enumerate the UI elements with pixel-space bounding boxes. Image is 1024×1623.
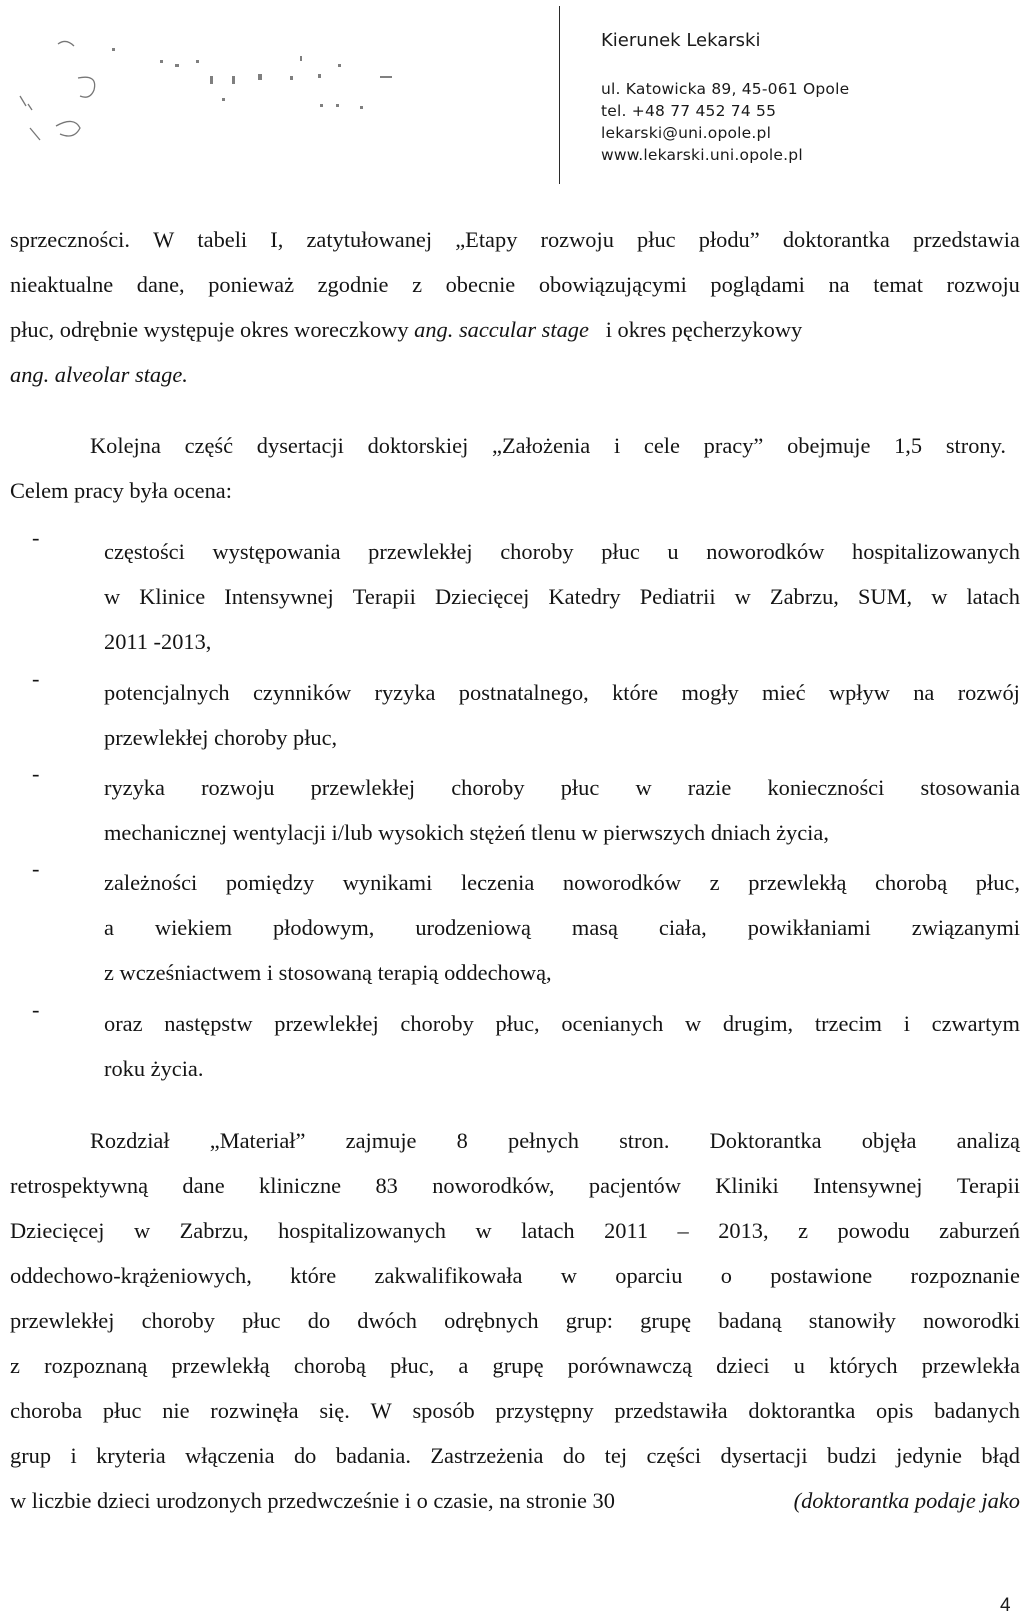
word: wiekiem xyxy=(154,915,233,940)
word: rozpoznanie xyxy=(910,1263,1020,1288)
word: ryzyka xyxy=(104,775,165,800)
word: 2011 xyxy=(604,1218,649,1243)
word: dzieci xyxy=(716,1353,770,1378)
page-number: 4 xyxy=(1000,1595,1011,1616)
word: zakwalifikowała xyxy=(374,1263,523,1288)
word: w xyxy=(734,584,751,609)
word: czynników xyxy=(252,680,352,705)
word: dane, xyxy=(136,272,185,297)
word: w xyxy=(684,1011,702,1036)
word: w xyxy=(475,1218,492,1243)
word: potencjalnych xyxy=(104,680,230,705)
word: pomiędzy xyxy=(225,870,315,895)
word: 2013, xyxy=(718,1218,769,1243)
word: zaburzeń xyxy=(939,1218,1020,1243)
word: drugim, xyxy=(722,1011,794,1036)
word: 8 xyxy=(456,1128,468,1153)
word: płuc, xyxy=(495,1011,540,1036)
word: pełnych xyxy=(508,1128,579,1153)
word: płodowym, xyxy=(272,915,375,940)
word: „Założenia xyxy=(492,433,591,458)
word: poglądami xyxy=(710,272,805,297)
word: w xyxy=(931,584,948,609)
word: urodzeniową xyxy=(415,915,531,940)
word: doktorskiej xyxy=(367,433,469,458)
text-line xyxy=(104,1013,1020,1035)
word: temat xyxy=(873,272,923,297)
word: rozwój xyxy=(957,680,1020,705)
word: postawione xyxy=(770,1263,873,1288)
word: rozwinęła xyxy=(210,1398,299,1423)
text-line xyxy=(90,1130,1020,1152)
word: a xyxy=(458,1353,469,1378)
word: przewlekłej xyxy=(368,539,473,564)
word: badaną xyxy=(718,1308,782,1333)
text-line xyxy=(10,1445,1020,1467)
text-segment: płuc, odrębnie występuje okres woreczkowy xyxy=(10,317,415,342)
word: objęła xyxy=(861,1128,917,1153)
list-dash: - xyxy=(32,856,40,881)
word: przewlekłej xyxy=(10,1308,115,1333)
word: hospitalizowanych xyxy=(278,1218,446,1243)
word: powikłaniami xyxy=(747,915,871,940)
word: w xyxy=(133,1218,151,1243)
text-line xyxy=(90,435,1006,457)
word: chorobą xyxy=(875,870,948,895)
word: związanymi xyxy=(911,915,1020,940)
header-divider xyxy=(559,6,560,184)
word: konieczności xyxy=(767,775,885,800)
word: Zabrzu, xyxy=(179,1218,249,1243)
word: noworodki xyxy=(922,1308,1020,1333)
text-line: przewlekłej choroby płuc, xyxy=(104,725,338,750)
word: nieaktualne xyxy=(10,272,114,297)
word: jedynie xyxy=(896,1443,962,1468)
text-line: mechanicznej wentylacji i/lub wysokich stężeń tlenu w pierwszych dniach życia, xyxy=(104,820,829,845)
word: 83 xyxy=(375,1173,398,1198)
word: mieć xyxy=(762,680,806,705)
website: www.lekarski.uni.opole.pl xyxy=(601,146,803,164)
word: zajmuje xyxy=(345,1128,417,1153)
text-line xyxy=(10,1175,1020,1197)
text-line xyxy=(10,319,802,341)
word: „Materiał” xyxy=(209,1128,306,1153)
faculty-name: Kierunek Lekarski xyxy=(601,30,761,51)
word: płodu” xyxy=(698,227,760,252)
text-line xyxy=(104,917,1020,939)
word: dysertacji xyxy=(256,433,344,458)
word: płuc xyxy=(242,1308,281,1333)
word: na xyxy=(828,272,850,297)
word: grupę xyxy=(640,1308,692,1333)
text-line: roku życia. xyxy=(104,1056,204,1081)
word: choroby xyxy=(451,775,525,800)
word: noworodków xyxy=(562,870,682,895)
word: ciała, xyxy=(658,915,707,940)
word: oddechowo-krążeniowych, xyxy=(10,1263,252,1288)
word: stosowania xyxy=(920,775,1020,800)
word: rozwoju xyxy=(540,227,614,252)
word: następstw xyxy=(164,1011,253,1036)
word: nie xyxy=(162,1398,190,1423)
phone: tel. +48 77 452 74 55 xyxy=(601,102,777,120)
word: czwartym xyxy=(931,1011,1020,1036)
word: a xyxy=(104,915,114,940)
university-logo-faded xyxy=(0,0,420,170)
word: obowiązującymi xyxy=(538,272,687,297)
word: o xyxy=(720,1263,732,1288)
email: lekarski@uni.opole.pl xyxy=(601,124,772,142)
word: grup xyxy=(10,1443,52,1468)
word: oraz xyxy=(104,1011,143,1036)
word: przewlekłą xyxy=(748,870,847,895)
text-line xyxy=(104,586,1020,608)
text-line xyxy=(10,1310,1020,1332)
word: które xyxy=(612,680,659,705)
word: z xyxy=(798,1218,809,1243)
word: ponieważ xyxy=(208,272,295,297)
word: Zabrzu, xyxy=(769,584,839,609)
word: retrospektywną xyxy=(10,1173,149,1198)
word: przystępny xyxy=(495,1398,594,1423)
word: Intensywnej xyxy=(224,584,334,609)
word: hospitalizowanych xyxy=(852,539,1020,564)
word: mogły xyxy=(681,680,739,705)
word: przewlekłej xyxy=(274,1011,379,1036)
word: Katedry xyxy=(548,584,621,609)
word: z xyxy=(709,870,720,895)
text-line xyxy=(10,229,1020,251)
word: cele xyxy=(643,433,680,458)
word: Pediatrii xyxy=(639,584,716,609)
word: u xyxy=(667,539,679,564)
word: „Etapy xyxy=(455,227,518,252)
text-line xyxy=(104,872,1020,894)
word: Dziecięcej xyxy=(434,584,530,609)
italic-text: (doktorantka podaje jako xyxy=(793,1488,1020,1513)
word: grupę xyxy=(492,1353,544,1378)
text-line xyxy=(10,1490,1020,1512)
word: analizą xyxy=(956,1128,1020,1153)
word: wynikami xyxy=(342,870,433,895)
word: kryteria xyxy=(96,1443,166,1468)
word: razie xyxy=(687,775,732,800)
word: badania. xyxy=(335,1443,411,1468)
text-segment: i okres pęcherzykowy xyxy=(588,317,803,342)
word: płuc xyxy=(637,227,676,252)
word: stanowiły xyxy=(808,1308,896,1333)
word: Terapii xyxy=(352,584,416,609)
text-line xyxy=(10,1220,1020,1242)
word: choroby xyxy=(141,1308,215,1333)
word: choroby xyxy=(400,1011,474,1036)
text-line: ang. alveolar stage. xyxy=(10,362,188,387)
word: i xyxy=(613,433,621,458)
word: tabeli xyxy=(197,227,248,252)
word: leczenia xyxy=(460,870,535,895)
word: strony. xyxy=(945,433,1006,458)
word: Terapii xyxy=(956,1173,1020,1198)
word: płuc xyxy=(560,775,600,800)
word: porównawczą xyxy=(567,1353,693,1378)
word: dwóch xyxy=(357,1308,417,1333)
word: się. xyxy=(319,1398,350,1423)
text-line xyxy=(104,777,1020,799)
word: doktorantka xyxy=(782,227,890,252)
text-line: 2011 -2013, xyxy=(104,629,212,654)
word: noworodków, xyxy=(432,1173,555,1198)
text-line: Celem pracy była ocena: xyxy=(10,478,232,503)
word: część xyxy=(184,433,234,458)
word: Zastrzeżenia xyxy=(430,1443,544,1468)
word: – xyxy=(677,1218,689,1243)
text-segment: w liczbie dzieci urodzonych przedwcześnie i o czasie, na stronie 30 xyxy=(10,1488,621,1513)
word: ocenianych xyxy=(561,1011,664,1036)
word: chorobą xyxy=(293,1353,366,1378)
word: z xyxy=(10,1353,20,1378)
word: rozwoju xyxy=(201,775,275,800)
word: u xyxy=(793,1353,805,1378)
word: Intensywnej xyxy=(813,1173,923,1198)
text-line xyxy=(10,1355,1020,1377)
word: które xyxy=(290,1263,337,1288)
list-dash: - xyxy=(32,997,40,1022)
text-line xyxy=(104,541,1020,563)
word: przedstawiła xyxy=(614,1398,728,1423)
word: latach xyxy=(521,1218,575,1243)
list-dash: - xyxy=(32,666,40,691)
word: budzi xyxy=(826,1443,877,1468)
word: stron. xyxy=(619,1128,670,1153)
word: ryzyka xyxy=(374,680,436,705)
text-line xyxy=(104,682,1020,704)
text-line: z wcześniactwem i stosowaną terapią oddechową, xyxy=(104,960,552,985)
word: SUM, xyxy=(857,584,913,609)
word: przedstawia xyxy=(912,227,1020,252)
word: błąd xyxy=(981,1443,1020,1468)
word: dane xyxy=(182,1173,225,1198)
word: których xyxy=(829,1353,898,1378)
word: powodu xyxy=(837,1218,910,1243)
word: rozwoju xyxy=(946,272,1020,297)
word: przewlekła xyxy=(921,1353,1020,1378)
word: włączenia xyxy=(185,1443,275,1468)
word: w xyxy=(635,775,652,800)
word: obejmuje xyxy=(787,433,871,458)
word: W xyxy=(370,1398,392,1423)
word: i xyxy=(903,1011,910,1036)
word: części xyxy=(646,1443,702,1468)
word: opis xyxy=(876,1398,914,1423)
word: trzecim xyxy=(814,1011,882,1036)
word: odrębnych xyxy=(444,1308,539,1333)
word: Kliniki xyxy=(715,1173,779,1198)
list-dash: - xyxy=(32,525,40,550)
word: noworodków xyxy=(706,539,825,564)
text-line xyxy=(10,1400,1020,1422)
word: sposób xyxy=(412,1398,475,1423)
word: postnatalnego, xyxy=(458,680,589,705)
word: sprzeczności. xyxy=(10,227,130,252)
word: badanych xyxy=(934,1398,1020,1423)
address: ul. Katowicka 89, 45-061 Opole xyxy=(601,80,850,98)
word: zgodnie xyxy=(317,272,389,297)
word: z xyxy=(412,272,423,297)
word: rozpoznaną xyxy=(44,1353,148,1378)
word: pracy” xyxy=(703,433,764,458)
word: grup: xyxy=(565,1308,613,1333)
word: Rozdział xyxy=(90,1128,170,1153)
word: 1,5 xyxy=(894,433,923,458)
word: występowania xyxy=(212,539,341,564)
word: obecnie xyxy=(445,272,516,297)
word: płuc xyxy=(601,539,640,564)
text-line xyxy=(10,1265,1020,1287)
italic-term: ang. saccular stage xyxy=(414,317,589,342)
word: pacjentów xyxy=(588,1173,681,1198)
word: kliniczne xyxy=(259,1173,342,1198)
word: Kolejna xyxy=(90,433,161,458)
word: choroby xyxy=(500,539,574,564)
word: Dziecięcej xyxy=(10,1218,105,1243)
word: do xyxy=(293,1443,317,1468)
word: do xyxy=(307,1308,331,1333)
word: latach xyxy=(966,584,1020,609)
word: doktorantka xyxy=(748,1398,856,1423)
word: przewlekłą xyxy=(171,1353,270,1378)
word: na xyxy=(913,680,935,705)
word: do xyxy=(562,1443,586,1468)
word: tej xyxy=(604,1443,628,1468)
list-dash: - xyxy=(32,761,40,786)
word: płuc, xyxy=(390,1353,435,1378)
word: Klinice xyxy=(139,584,206,609)
word: płuc xyxy=(102,1398,142,1423)
word: zależności xyxy=(104,870,198,895)
word: płuc, xyxy=(975,870,1020,895)
word: Doktorantka xyxy=(709,1128,822,1153)
word: oparciu xyxy=(615,1263,683,1288)
word: choroba xyxy=(10,1398,83,1423)
word: I, xyxy=(270,227,284,252)
word: dysertacji xyxy=(720,1443,808,1468)
word: i xyxy=(70,1443,77,1468)
text-line xyxy=(10,274,1020,296)
word: przewlekłej xyxy=(310,775,416,800)
word: częstości xyxy=(104,539,185,564)
word: w xyxy=(560,1263,577,1288)
word: w xyxy=(104,584,121,609)
word: zatytułowanej xyxy=(306,227,433,252)
word: wpływ xyxy=(828,680,890,705)
word: W xyxy=(153,227,175,252)
word: masą xyxy=(571,915,618,940)
